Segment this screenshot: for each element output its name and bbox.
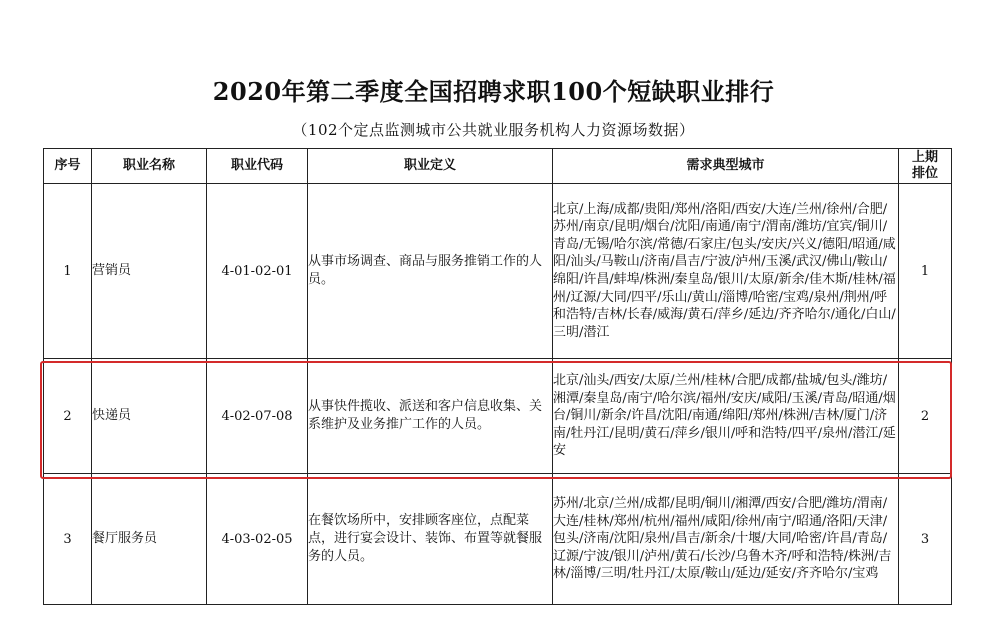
table-row <box>44 474 952 605</box>
cell-definition: 从事市场调查、商品与服务推销工作的人员。 <box>308 184 553 359</box>
cell-prev-rank: 3 <box>899 474 952 605</box>
cell-code: 4-02-07-08 <box>207 359 308 474</box>
cell-definition: 在餐饮场所中，安排顾客座位，点配菜点，进行宴会设计、装饰、布置等就餐服务的人员。 <box>308 474 553 605</box>
cell-rank: 2 <box>44 359 92 474</box>
cell-cities: 北京/汕头/西安/太原/兰州/桂林/合肥/成都/盐城/包头/潍坊/湘潭/秦皇岛/南宁/哈尔滨/福州/安庆/咸阳/玉溪/青岛/昭通/烟台/铜川/新余/许昌/沈阳/南通/绵阳/郑州/株洲/吉林/厦门/济南/牡丹江/昆明/黄石/萍乡/银川/呼和浩特/四平/泉州/潜江/延安 <box>553 359 899 474</box>
header-cities: 需求典型城市 <box>553 149 899 184</box>
header-prev-rank-line1: 上期 <box>911 150 938 165</box>
cell-name: 餐厅服务员 <box>92 474 207 605</box>
header-code: 职业代码 <box>207 149 308 184</box>
page-title: 2020年第二季度全国招聘求职100个短缺职业排行 <box>212 77 775 106</box>
table-row <box>44 184 952 359</box>
header-prev-rank-line2: 排位 <box>911 166 938 181</box>
cell-code: 4-01-02-01 <box>207 184 308 359</box>
header-prev-rank <box>899 149 952 184</box>
cell-name: 快递员 <box>92 359 207 474</box>
cell-definition: 从事快件揽收、派送和客户信息收集、关系维护及业务推广工作的人员。 <box>308 359 553 474</box>
header-row <box>44 149 952 184</box>
cell-name: 营销员 <box>92 184 207 359</box>
cell-code: 4-03-02-05 <box>207 474 308 605</box>
header-definition: 职业定义 <box>308 149 553 184</box>
header-name: 职业名称 <box>92 149 207 184</box>
header-rank: 序号 <box>44 149 92 184</box>
cell-prev-rank: 1 <box>899 184 952 359</box>
cell-rank: 1 <box>44 184 92 359</box>
table-row <box>44 359 952 474</box>
shortage-occupation-table <box>43 148 952 605</box>
cell-rank: 3 <box>44 474 92 605</box>
cell-prev-rank: 2 <box>899 359 952 474</box>
cell-cities: 苏州/北京/兰州/成都/昆明/铜川/湘潭/西安/合肥/潍坊/渭南/大连/桂林/郑州/杭州/福州/咸阳/徐州/南宁/昭通/洛阳/天津/包头/济南/沈阳/泉州/昌吉/新余/十堰/大同/哈密/许昌/青岛/辽源/宁波/银川/泸州/黄石/长沙/乌鲁木齐/呼和浩特/株洲/吉林/淄博/三明/牡丹江/太原/鞍山/延边/延安/齐齐哈尔/宝鸡 <box>553 474 899 605</box>
page-subtitle: （102个定点监测城市公共就业服务机构人力资源场数据） <box>292 121 695 139</box>
cell-cities: 北京/上海/成都/贵阳/郑州/洛阳/西安/大连/兰州/徐州/合肥/苏州/南京/昆明/烟台/沈阳/南通/南宁/渭南/潍坊/宜宾/铜川/青岛/无锡/哈尔滨/常德/石家庄/包头/安庆/兴义/德阳/昭通/咸阳/汕头/马鞍山/济南/昌吉/宁波/泸州/玉溪/武汉/佛山/鞍山/绵阳/许昌/蚌埠/株洲/秦皇岛/银川/太原/新余/佳木斯/桂林/福州/辽源/大同/四平/乐山/黄山/淄博/哈密/宝鸡/泉州/荆州/呼和浩特/吉林/长春/威海/黄石/萍乡/延边/齐齐哈尔/通化/白山/三明/潜江 <box>553 184 899 359</box>
